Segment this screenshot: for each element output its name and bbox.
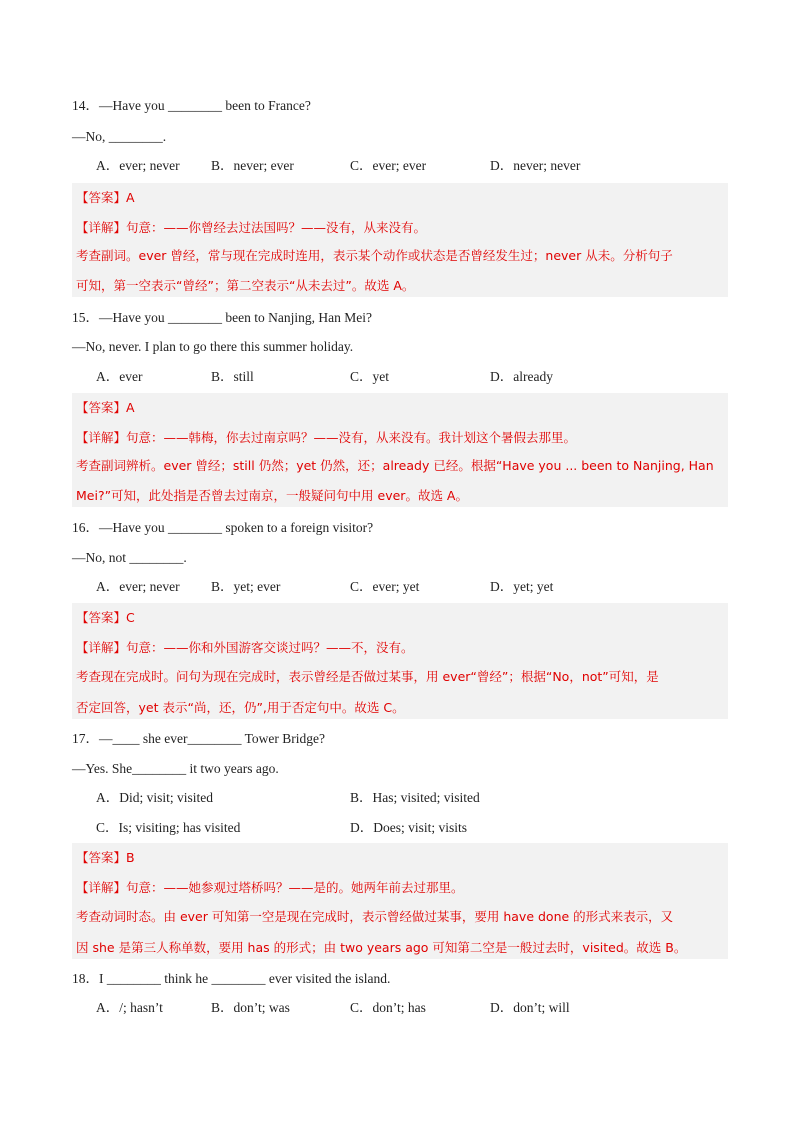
question-17-option-c: C．Is; visiting; has visited bbox=[96, 820, 241, 835]
detail-14-explanation: 考查副词。ever 曾经，常与现在完成时连用，表示某个动作或状态是否曾经发生过；never 从未。分析句子 bbox=[76, 248, 673, 263]
detail-15-translation: 【详解】句意：——韩梅，你去过南京吗？——没有，从来没有。我计划这个暑假去那里。 bbox=[76, 430, 577, 445]
detail-16-explanation-cont: 否定回答，yet 表示“尚，还，仍”,用于否定句中。故选 C。 bbox=[76, 700, 405, 715]
question-16-response: —No, not ________. bbox=[72, 550, 187, 565]
question-18-option-d: D．don’t; will bbox=[490, 1000, 570, 1015]
answer-box-15 bbox=[72, 393, 728, 507]
question-14-option-c: C．ever; ever bbox=[350, 158, 427, 173]
detail-16-translation: 【详解】句意：——你和外国游客交谈过吗？——不，没有。 bbox=[76, 640, 414, 655]
question-14-option-a: A．ever; never bbox=[96, 158, 180, 173]
detail-16-explanation: 考查现在完成时。问句为现在完成时，表示曾经是否做过某事，用 ever“曾经”；根据“No，not”可知，是 bbox=[76, 669, 659, 684]
detail-17-translation: 【详解】句意：——她参观过塔桥吗？——是的。她两年前去过那里。 bbox=[76, 880, 464, 895]
answer-16: 【答案】C bbox=[76, 610, 135, 625]
question-17-stem: 17．—____ she ever________ Tower Bridge? bbox=[72, 731, 326, 746]
question-18-option-c: C．don’t; has bbox=[350, 1000, 426, 1015]
question-15-option-d: D．already bbox=[490, 369, 553, 384]
question-15-stem: 15．—Have you ________ been to Nanjing, Han Mei? bbox=[72, 310, 372, 325]
answer-box-17 bbox=[72, 843, 728, 959]
answer-box-16 bbox=[72, 603, 728, 719]
question-15-option-b: B．still bbox=[211, 369, 254, 384]
answer-14: 【答案】A bbox=[76, 190, 135, 205]
question-16-stem: 16．—Have you ________ spoken to a foreign visitor? bbox=[72, 520, 374, 535]
detail-14-explanation-cont: 可知，第一空表示“曾经”；第二空表示“从未去过”。故选 A。 bbox=[76, 278, 415, 293]
question-18-option-a: A．/; hasn’t bbox=[96, 1000, 163, 1015]
question-16-option-b: B．yet; ever bbox=[211, 579, 281, 594]
question-14-option-d: D．never; never bbox=[490, 158, 581, 173]
detail-17-explanation: 考查动词时态。由 ever 可知第一空是现在完成时，表示曾经做过某事，要用 have done 的形式来表示，又 bbox=[76, 909, 674, 924]
detail-15-explanation-cont: Mei?”可知，此处指是否曾去过南京，一般疑问句中用 ever。故选 A。 bbox=[76, 488, 468, 503]
question-18-option-b: B．don’t; was bbox=[211, 1000, 290, 1015]
detail-15-explanation: 考查副词辨析。ever 曾经；still 仍然；yet 仍然，还；already 已经。根据“Have you ... been to Nanjing, Han bbox=[76, 458, 714, 473]
detail-17-explanation-cont: 因 she 是第三人称单数，要用 has 的形式；由 two years ago 可知第二空是一般过去时，visited。故选 B。 bbox=[76, 940, 687, 955]
question-17-option-a: A．Did; visit; visited bbox=[96, 790, 214, 805]
question-16-option-c: C．ever; yet bbox=[350, 579, 420, 594]
answer-17: 【答案】B bbox=[76, 850, 135, 865]
question-14-stem: 14．—Have you ________ been to France? bbox=[72, 98, 311, 113]
answer-15: 【答案】A bbox=[76, 400, 135, 415]
question-16-option-d: D．yet; yet bbox=[490, 579, 554, 594]
question-15-option-a: A．ever bbox=[96, 369, 143, 384]
answer-box-14 bbox=[72, 183, 728, 297]
question-14-option-b: B．never; ever bbox=[211, 158, 294, 173]
detail-14-translation: 【详解】句意：——你曾经去过法国吗？——没有，从来没有。 bbox=[76, 220, 427, 235]
question-14-response: —No, ________. bbox=[72, 129, 167, 144]
question-16-option-a: A．ever; never bbox=[96, 579, 180, 594]
question-17-option-d: D．Does; visit; visits bbox=[350, 820, 468, 835]
question-17-option-b: B．Has; visited; visited bbox=[350, 790, 480, 805]
question-15-response: —No, never. I plan to go there this summer holiday. bbox=[72, 339, 354, 354]
question-15-option-c: C．yet bbox=[350, 369, 389, 384]
question-17-response: —Yes. She________ it two years ago. bbox=[72, 761, 279, 776]
question-18-stem: 18．I ________ think he ________ ever visited the island. bbox=[72, 971, 391, 986]
